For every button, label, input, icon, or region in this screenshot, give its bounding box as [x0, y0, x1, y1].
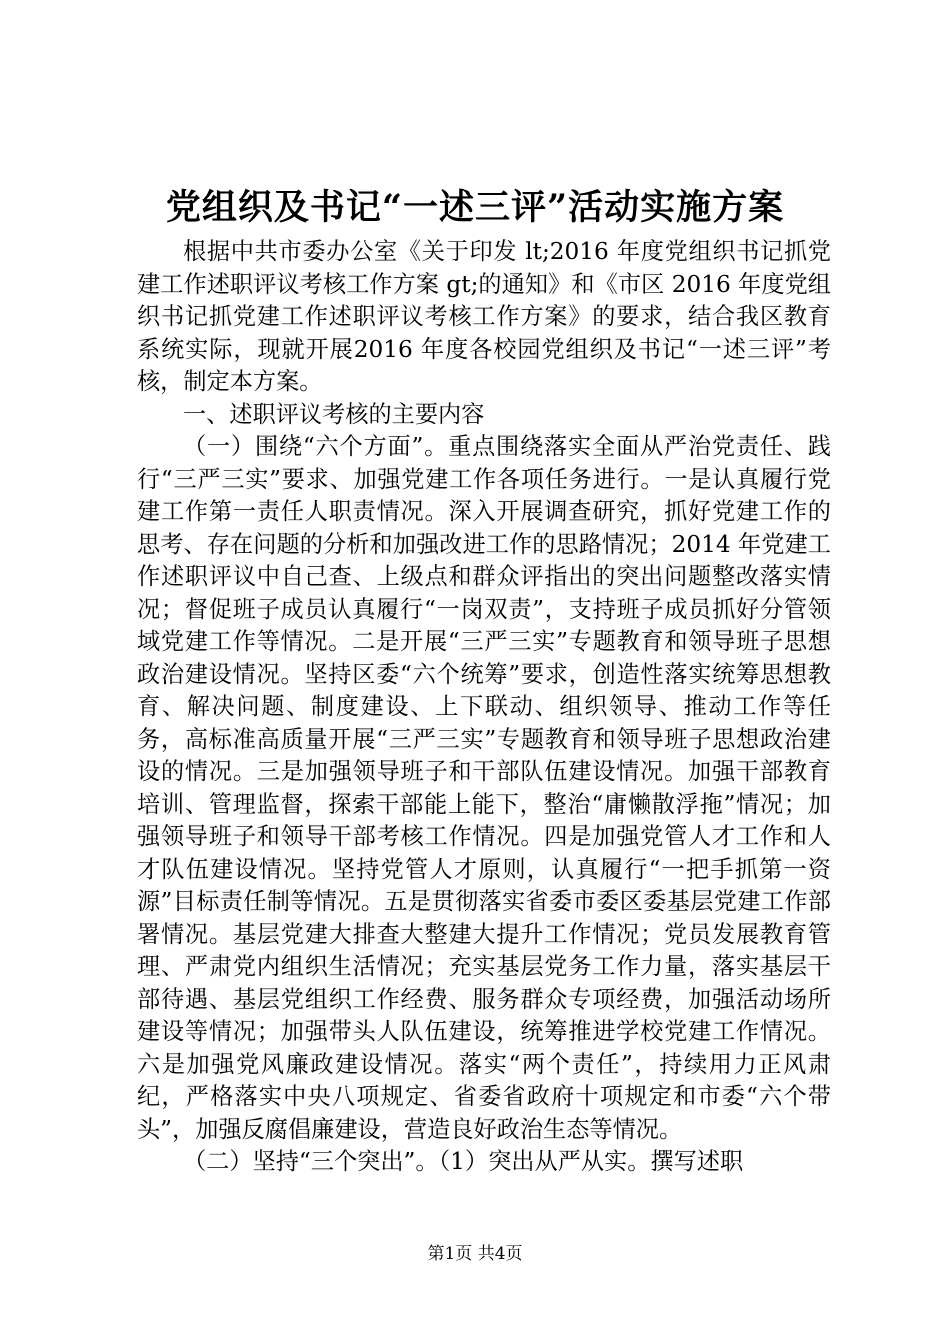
document-body — [137, 236, 831, 1179]
document-title: 党组织及书记“一述三评”活动实施方案 — [165, 187, 785, 228]
paragraph-intro: 根据中共市委办公室《关于印发 lt;2016 年度党组织书记抓党建工作述职评议考核工作方案 gt;的通知》和《市区 2016 年度党组织书记抓党建工作述职评议考核工作方案》的要求，结合我区教育系统实际，现就开展2016 年度各校园党组织及书记“一述三评”考核，制定本方案。 — [137, 238, 831, 395]
page-footer: 第1页 共4页 — [427, 1244, 523, 1264]
paragraph-six-aspects: （一）围绕“六个方面”。重点围绕落实全面从严治党责任、践行“三严三实”要求、加强党建工作各项任务进行。一是认真履行党建工作第一责任人职责情况。深入开展调查研究，抓好党建工作的思考、存在问题的分析和加强改进工作的思路情况；2014 年党建工作述职评议中自己查、上级点和群众评指出的突出问题整改落实情况；督促班子成员认真履行“一岗双责”，支持班子成员抓好分管领域党建工作等情况。二是开展“三严三实”专题教育和领导班子思想政治建设情况。坚持区委“六个统筹”要求，创造性落实统筹思想教育、解决问题、制度建设、上下联动、组织领导、推动工作等任务，高标准高质量开展“三严三实”专题教育和领导班子思想政治建设的情况。三是加强领导班子和干部队伍建设情况。加强干部教育培训、管理监督，探索干部能上能下，整治“庸懒散浮拖”情况；加强领导班子和领导干部考核工作情况。四是加强党管人才工作和人才队伍建设情况。坚持党管人才原则，认真履行“一把手抓第一资源”目标责任制等情况。五是贯彻落实省委市委区委基层党建工作部署情况。基层党建大排查大整建大提升工作情况；党员发展教育管理、严肃党内组织生活情况；充实基层党务工作力量，落实基层干部待遇、基层党组织工作经费、服务群众专项经费，加强活动场所建设等情况；加强带头人队伍建设，统筹推进学校党建工作情况。六是加强党风廉政建设情况。落实“两个责任”，持续用力正风肃纪，严格落实中央八项规定、省委省政府十项规定和市委“六个带头”，加强反腐倡廉建设，营造良好政治生态等情况。 — [137, 433, 831, 1143]
paragraph-three-highlights: （二）坚持“三个突出”。（1）突出从严从实。撰写述职 — [183, 1148, 744, 1175]
section-heading: 一、述职评议考核的主要内容 — [183, 400, 485, 428]
